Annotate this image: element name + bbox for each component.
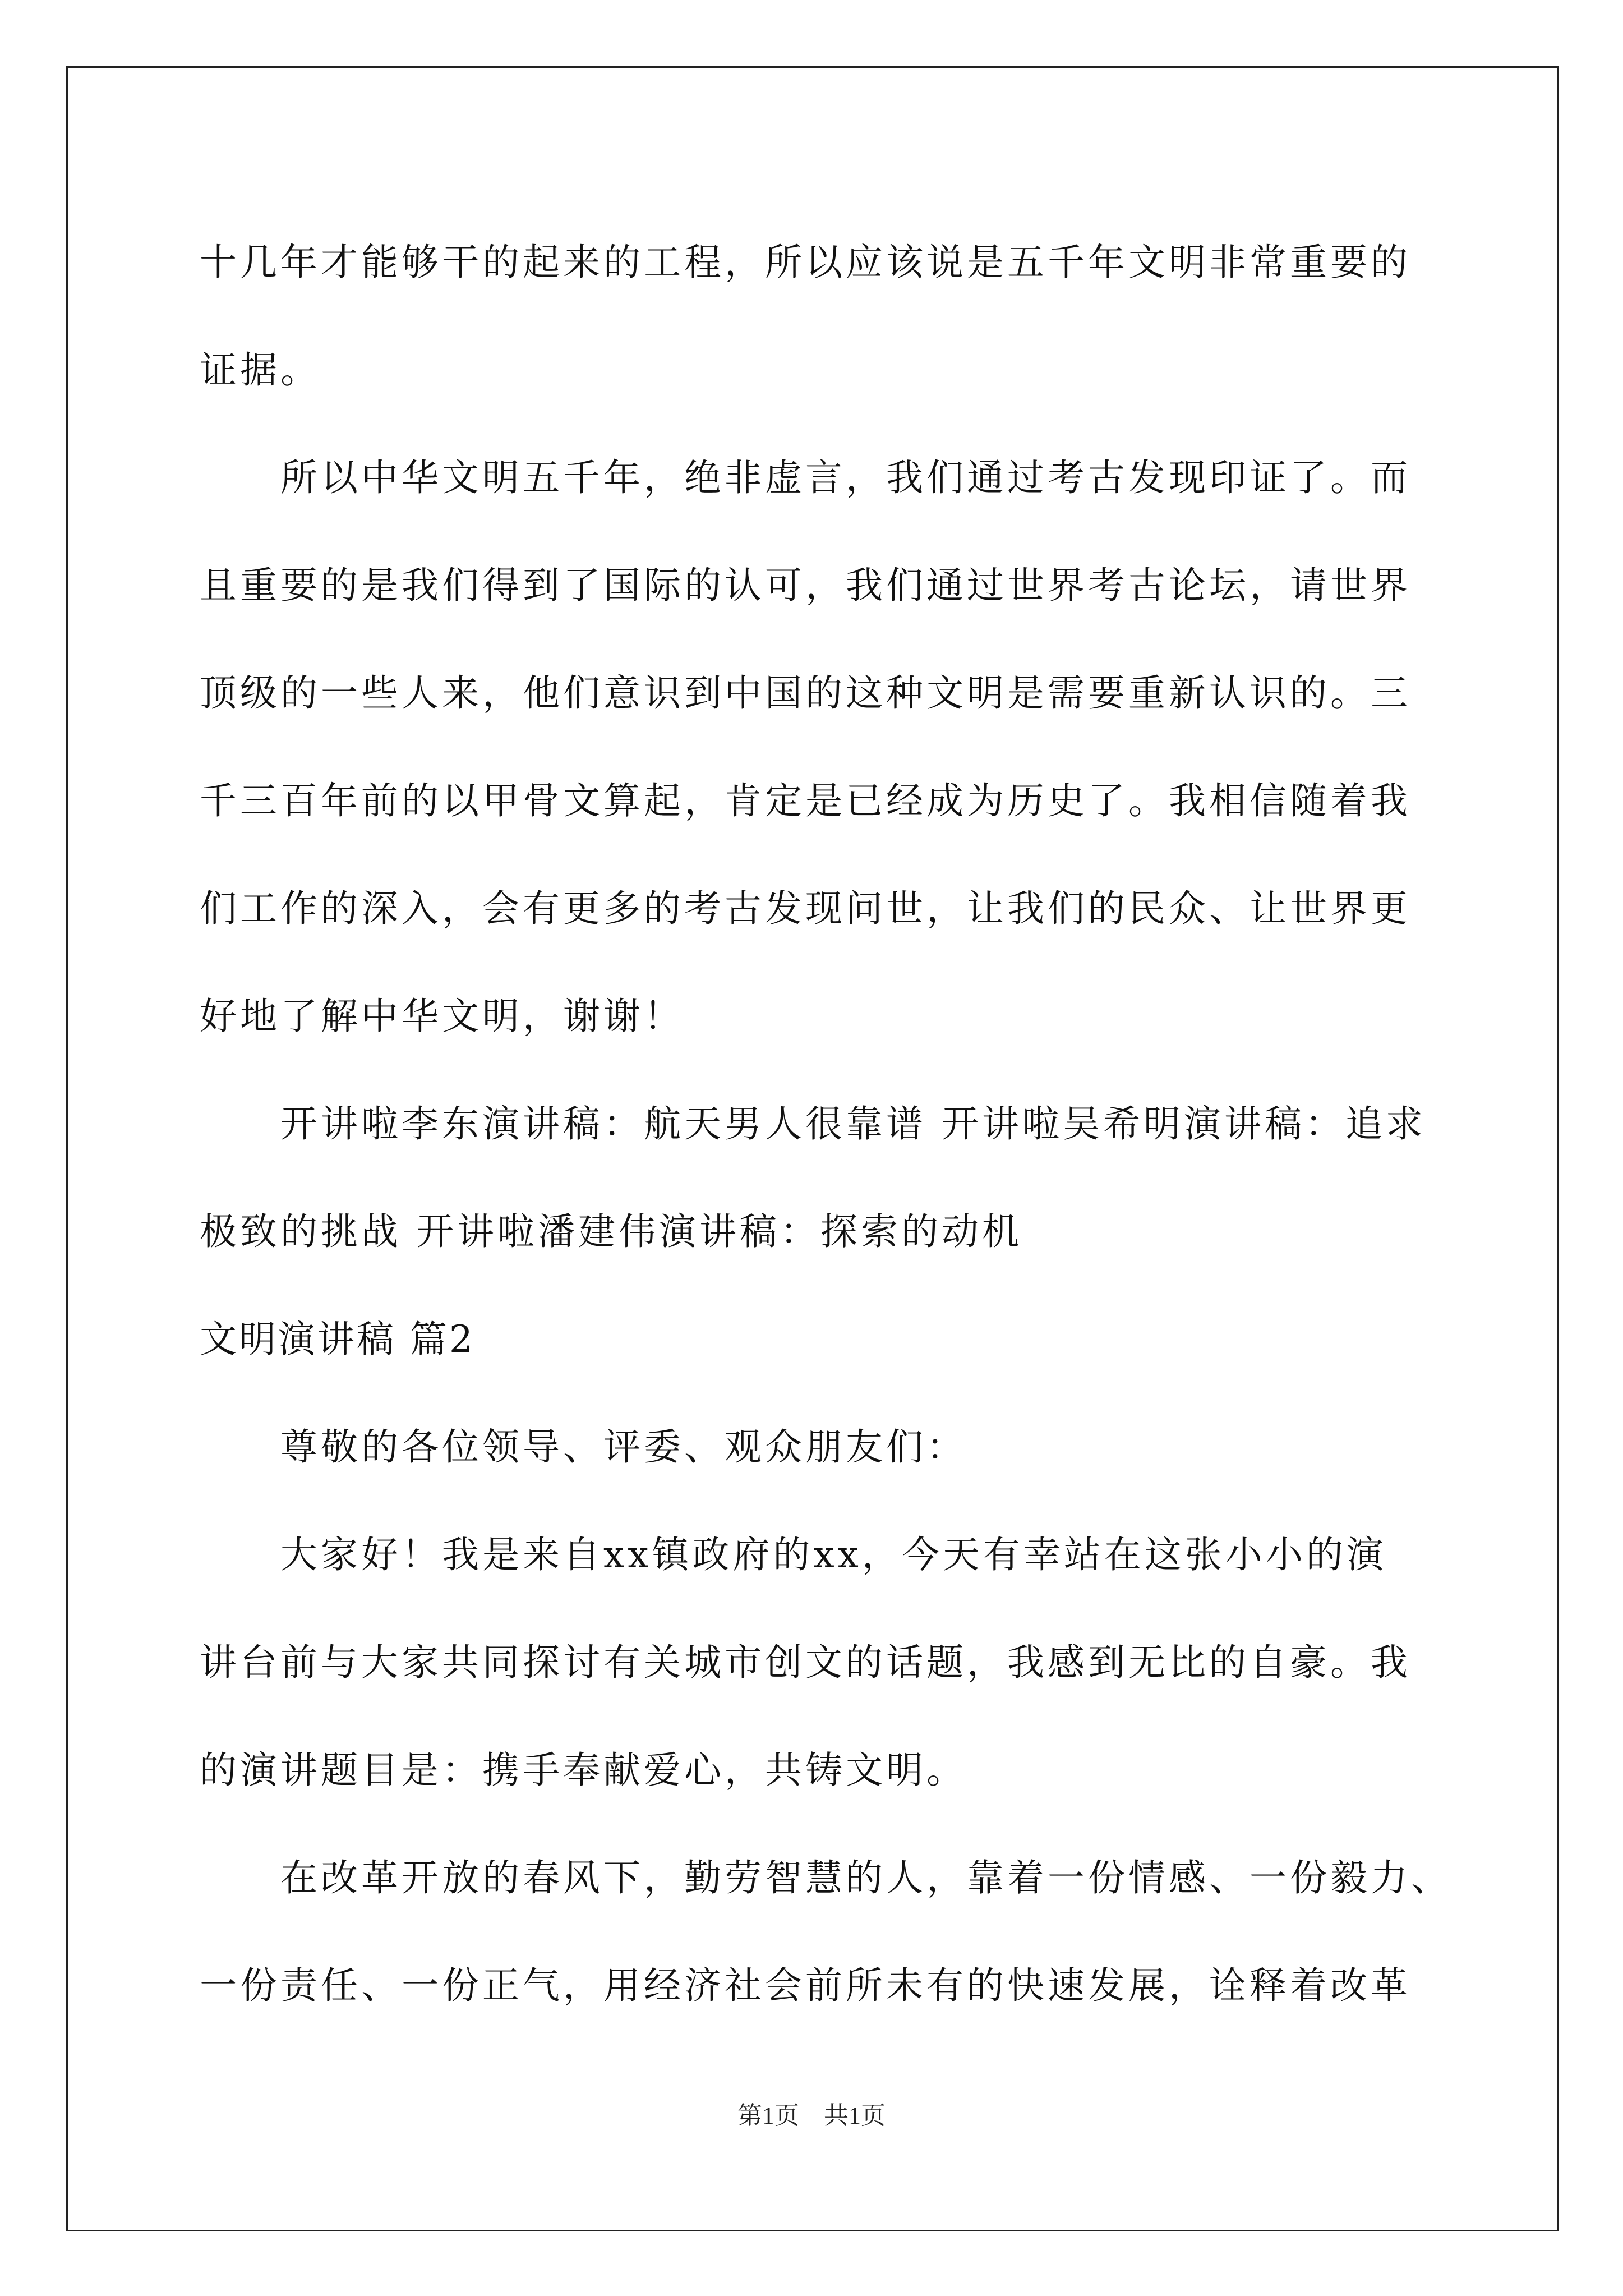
text-line: 好地了解中华文明，谢谢！ <box>200 995 684 1038</box>
text-line: 证据。 <box>200 348 321 392</box>
paragraph-start-line: 开讲啦李东演讲稿：航天男人很靠谱 开讲啦吴希明演讲稿：追求 <box>280 1102 1426 1145</box>
section-heading: 文明演讲稿 篇2 <box>200 1318 475 1361</box>
document-body <box>200 209 1451 2040</box>
text-line: 千三百年前的以甲骨文算起，肯定是已经成为历史了。我相信随着我 <box>200 779 1411 822</box>
salutation-line: 尊敬的各位领导、评委、观众朋友们： <box>280 1425 967 1469</box>
text-line: 们工作的深入，会有更多的考古发现问世，让我们的民众、让世界更 <box>200 887 1411 930</box>
paragraph-start-line: 大家好！我是来自xx镇政府的xx，今天有幸站在这张小小的演 <box>280 1533 1387 1576</box>
text-line: 的演讲题目是：携手奉献爱心，共铸文明。 <box>200 1749 967 1792</box>
text-line: 一份责任、一份正气，用经济社会前所未有的快速发展，诠释着改革 <box>200 1964 1411 2007</box>
text-line: 顶级的一些人来，他们意识到中国的这种文明是需要重新认识的。三 <box>200 671 1411 715</box>
page-number-footer: 第1页 共1页 <box>737 2102 886 2129</box>
text-line: 极致的挑战 开讲啦潘建伟演讲稿：探索的动机 <box>200 1210 1022 1253</box>
text-line: 十几年才能够干的起来的工程，所以应该说是五千年文明非常重要的 <box>200 241 1411 284</box>
paragraph-start-line: 所以中华文明五千年，绝非虚言，我们通过考古发现印证了。而 <box>280 456 1411 499</box>
text-line: 讲台前与大家共同探讨有关城市创文的话题，我感到无比的自豪。我 <box>200 1641 1411 1684</box>
paragraph-start-line: 在改革开放的春风下，勤劳智慧的人，靠着一份情感、一份毅力、 <box>280 1856 1451 1899</box>
text-line: 且重要的是我们得到了国际的认可，我们通过世界考古论坛，请世界 <box>200 564 1411 607</box>
